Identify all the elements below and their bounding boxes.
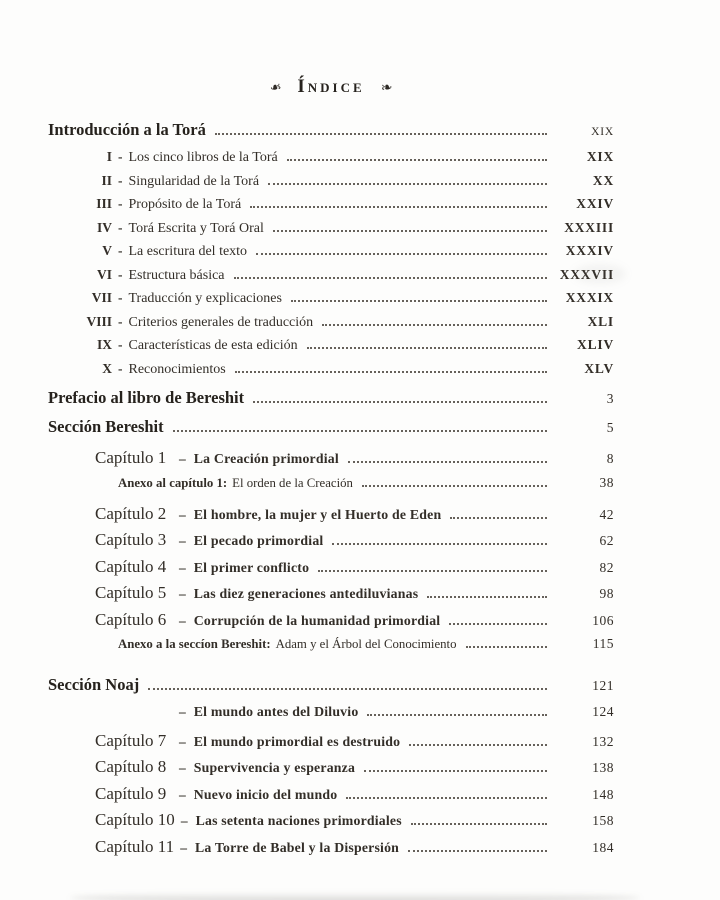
page-number: 184 [592,839,614,855]
toc-row [48,636,614,665]
separator: - [118,360,123,376]
chapter-label: Capítulo 6 [95,609,167,629]
toc-row [48,530,614,557]
dotted-leader [215,130,547,135]
dotted-leader [364,767,547,772]
dotted-leader [250,203,547,208]
section-label: Sección Bereshit [48,417,164,436]
entry-label: Singularidad de la Torá [128,173,260,189]
toc-row [48,583,614,610]
toc-row [48,504,614,531]
page-number: XLI [587,313,614,329]
roman-numeral: X [102,360,112,376]
chapter-label: Capítulo 8 [95,757,167,776]
separator: - [118,172,123,188]
entry-label: La escritura del texto [128,244,248,259]
toc-row [48,810,614,837]
entry-label: Estructura básica [128,267,225,283]
roman-numeral: VII [91,290,112,305]
toc-content [48,76,614,863]
chapter-label: Capítulo 7 [95,730,167,750]
toc-row [48,337,614,361]
separator: - [118,149,123,164]
dotted-leader [427,593,547,598]
toc-row [48,149,614,173]
dotted-leader [318,567,547,572]
section-label: Sección Noaj [48,675,140,694]
page-number: XIX [591,126,614,138]
dotted-leader [253,398,547,403]
separator: – [179,451,186,466]
chapter-title: Corrupción de la humanidad primordial [193,612,441,628]
roman-numeral: II [101,172,112,188]
roman-numeral: VIII [86,313,112,329]
separator: – [179,786,186,802]
toc-row [48,243,614,267]
dotted-leader [362,482,547,487]
toc-row [48,120,614,149]
page-number: 132 [592,733,614,749]
dotted-leader [173,427,547,432]
roman-numeral: IX [96,337,112,352]
roman-numeral: IV [96,219,112,235]
chapter-title: El primer conflicto [193,559,310,575]
separator: - [118,290,123,305]
separator: – [179,733,186,749]
chapter-title: El mundo antes del Diluvio [193,704,359,719]
toc-row [48,731,614,758]
page-number: 3 [606,391,614,406]
page-title: Índice [297,76,365,97]
scan-smudge-artifact [574,264,626,284]
dotted-leader [287,156,547,161]
toc-row [48,675,614,704]
roman-numeral: VI [96,266,112,282]
toc-row [48,173,614,197]
chapter-title: El hombre, la mujer y el Huerto de Eden [193,506,442,522]
chapter-label: Capítulo 9 [95,783,167,803]
page-number: 38 [599,474,614,490]
toc-title-row [48,76,614,98]
toc-row [48,757,614,784]
chapter-title: La Creación primordial [193,451,339,466]
fleuron-left-icon: ❧ [268,80,283,97]
chapter-title: El mundo primordial es destruido [193,733,401,749]
page-number: 98 [599,586,614,601]
separator: - [118,243,123,258]
dotted-leader [256,250,547,255]
page-number: XXXIII [564,219,614,235]
dotted-leader [322,321,547,326]
dotted-leader [273,227,547,232]
page-number: 82 [599,559,614,575]
annex-title: El orden de la Creación [232,475,353,490]
chapter-label: Capítulo 4 [95,556,167,576]
separator: - [118,337,123,352]
dotted-leader [411,820,547,825]
separator: - [118,313,123,329]
toc-row [48,220,614,244]
page-number: XXXIX [565,290,614,305]
page-number: XIX [586,149,614,164]
toc-row [48,704,614,731]
toc-row [48,267,614,291]
toc-row [48,196,614,220]
page-number: XXIV [576,196,614,211]
separator: - [118,219,123,235]
annex-title: Adam y el Árbol del Conocimiento [275,637,457,651]
separator: - [118,196,123,211]
separator: – [180,839,187,855]
entry-label: Características de esta edición [128,338,298,353]
chapter-title: Las setenta naciones primordiales [195,813,402,828]
chapter-label: Capítulo 3 [95,530,167,549]
dotted-leader [367,711,547,716]
page-number: 106 [592,612,614,628]
dotted-leader [332,540,547,545]
dotted-leader [148,685,547,690]
page-number: 138 [592,760,614,775]
dotted-leader [307,344,547,349]
page-number: 158 [592,813,614,828]
toc-row [48,557,614,584]
roman-numeral: III [96,196,112,211]
scan-shadow-artifact [70,892,640,900]
entry-label: Propósito de la Torá [128,197,242,212]
toc-row [48,417,614,446]
page-number: 62 [599,533,614,548]
toc-row [48,837,614,864]
dotted-leader [450,514,547,519]
dotted-leader [346,794,547,799]
toc-list [48,120,614,863]
dotted-leader [409,741,547,746]
chapter-title: Nuevo inicio del mundo [193,786,338,802]
separator: – [179,612,186,628]
toc-row [48,784,614,811]
dotted-leader [348,458,547,463]
chapter-label: Capítulo 10 [95,810,175,829]
section-label: Introducción a la Torá [48,120,206,139]
chapter-label: Capítulo 2 [95,503,167,523]
dotted-leader [234,274,547,279]
separator: – [179,506,186,522]
toc-row [48,475,614,504]
annex-lead: Anexo a la seccíon Bereshit: [118,637,271,651]
entry-label: Criterios generales de traducción [128,314,314,330]
toc-row [48,314,614,338]
page-number: XX [592,172,614,188]
dotted-leader [235,368,547,373]
chapter-label: Capítulo 1 [95,448,167,467]
section-label: Prefacio al libro de Bereshit [48,388,245,407]
toc-row [48,610,614,637]
page-number: 148 [592,786,614,802]
chapter-title: Supervivencia y esperanza [193,760,356,775]
entry-label: Reconocimientos [128,361,226,377]
page-number: XXXVII [559,266,614,282]
page-number: 8 [606,451,614,466]
page-number: XLV [584,360,614,376]
toc-row [48,448,614,475]
dotted-leader [291,297,547,302]
page-number: 5 [606,420,614,435]
entry-label: Torá Escrita y Torá Oral [128,220,264,236]
toc-row [48,361,614,385]
toc-row [48,388,614,417]
chapter-title: Las diez generaciones antediluvianas [193,586,419,601]
separator: – [179,586,186,601]
toc-row [48,290,614,314]
separator: – [179,559,186,575]
chapter-label: Capítulo 5 [95,583,167,602]
separator: – [179,760,186,775]
dotted-leader [408,847,547,852]
entry-label: Traducción y explicaciones [128,291,282,306]
separator: – [179,704,186,719]
page-number: 121 [592,678,614,693]
chapter-label: Capítulo 11 [95,836,175,856]
roman-numeral: I [106,149,112,164]
dotted-leader [449,620,547,625]
page-number: 124 [592,704,614,719]
dotted-leader [466,643,547,648]
entry-label: Los cinco libros de la Torá [128,150,278,165]
page-number: 115 [592,636,614,651]
separator: – [180,813,188,828]
annex-lead: Anexo al capítulo 1: [118,475,228,490]
separator: - [118,266,123,282]
chapter-title: La Torre de Babel y la Dispersión [194,839,400,855]
roman-numeral: V [102,243,112,258]
fleuron-right-icon: ❧ [379,80,394,97]
chapter-title: El pecado primordial [193,533,324,548]
separator: – [179,533,186,548]
dotted-leader [268,180,547,185]
page-number: XLIV [577,337,614,352]
page-number: XXXIV [565,243,614,258]
page-number: 42 [599,506,614,522]
